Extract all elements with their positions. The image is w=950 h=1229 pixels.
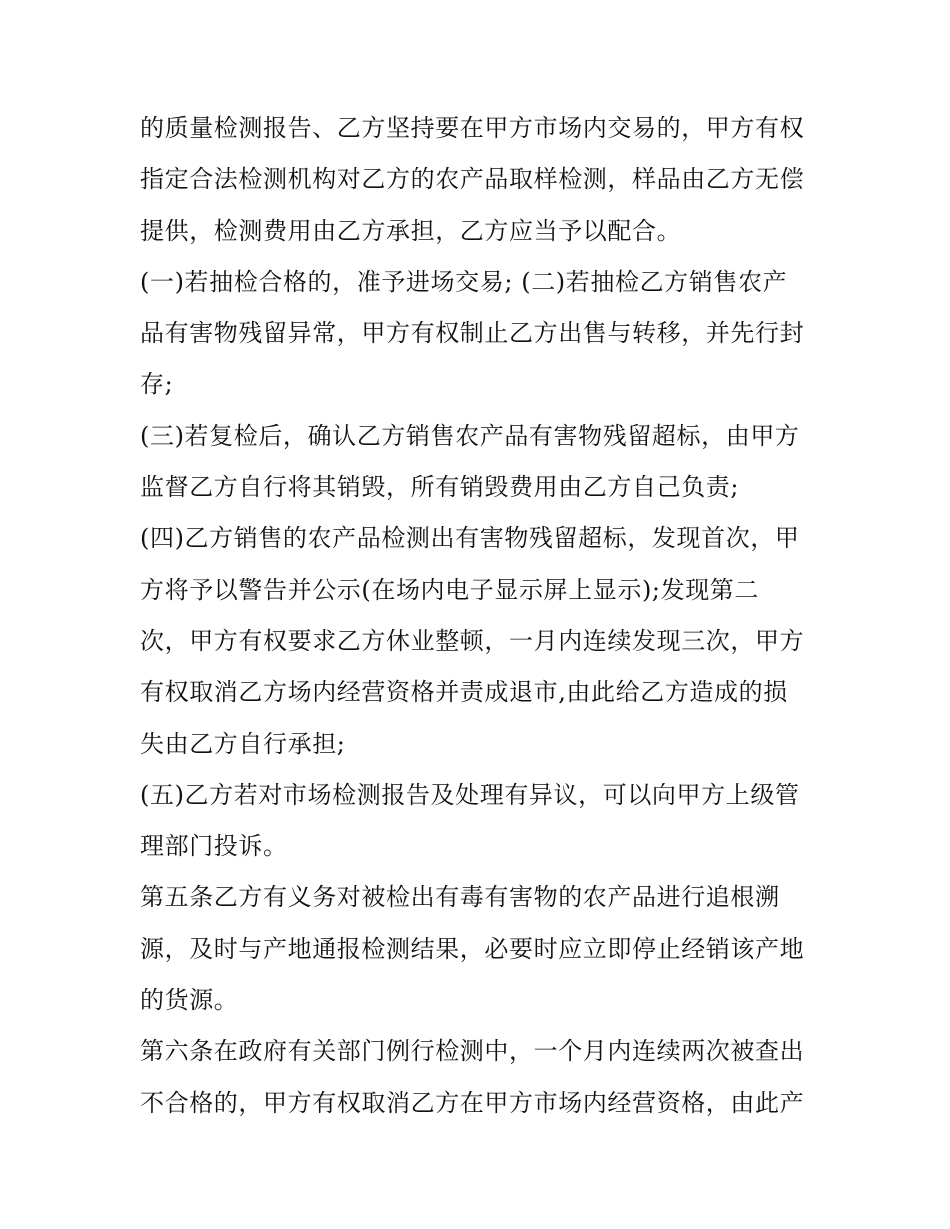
document-body	[140, 103, 820, 1129]
text-line: (四)乙方销售的农产品检测出有害物残留超标，发现首次，甲	[140, 524, 800, 553]
text-line: 方将予以警告并公示(在场内电子显示屏上显示);发现第二	[140, 575, 760, 604]
text-line: 失由乙方自行承担;	[140, 729, 346, 758]
text-line: 监督乙方自行将其销毁，所有销毁费用由乙方自己负责;	[140, 473, 740, 502]
text-line: (一)若抽检合格的，准予进场交易; (二)若抽检乙方销售农产	[140, 267, 788, 296]
text-line: (五)乙方若对市场检测报告及处理有异议，可以向甲方上级管	[140, 780, 800, 809]
text-line: (三)若复检后，确认乙方销售农产品有害物残留超标，由甲方	[140, 421, 800, 450]
text-line: 品有害物残留异常，甲方有权制止乙方出售与转移，并先行封	[140, 319, 805, 348]
text-line: 的质量检测报告、乙方坚持要在甲方市场内交易的，甲方有权	[140, 114, 805, 142]
text-line: 的货源。	[140, 986, 239, 1015]
text-line: 提供，检测费用由乙方承担，乙方应当予以配合。	[140, 216, 682, 245]
text-line: 理部门投诉。	[140, 832, 288, 861]
text-line: 第六条在政府有关部门例行检测中，一个月内连续两次被查出	[140, 1037, 805, 1066]
text-line: 源，及时与产地通报检测结果，必要时应立即停止经销该产地	[140, 934, 805, 963]
text-line: 次，甲方有权要求乙方休业整顿，一月内连续发现三次，甲方	[140, 626, 805, 655]
text-line: 有权取消乙方场内经营资格并责成退市,由此给乙方造成的损	[140, 678, 788, 707]
text-line: 指定合法检测机构对乙方的农产品取样检测，样品由乙方无偿	[140, 165, 805, 194]
text-line: 第五条乙方有义务对被检出有毒有害物的农产品进行追根溯	[140, 883, 780, 912]
text-line: 存;	[140, 370, 174, 399]
text-line: 不合格的，甲方有权取消乙方在甲方市场内经营资格，由此产	[140, 1088, 805, 1117]
